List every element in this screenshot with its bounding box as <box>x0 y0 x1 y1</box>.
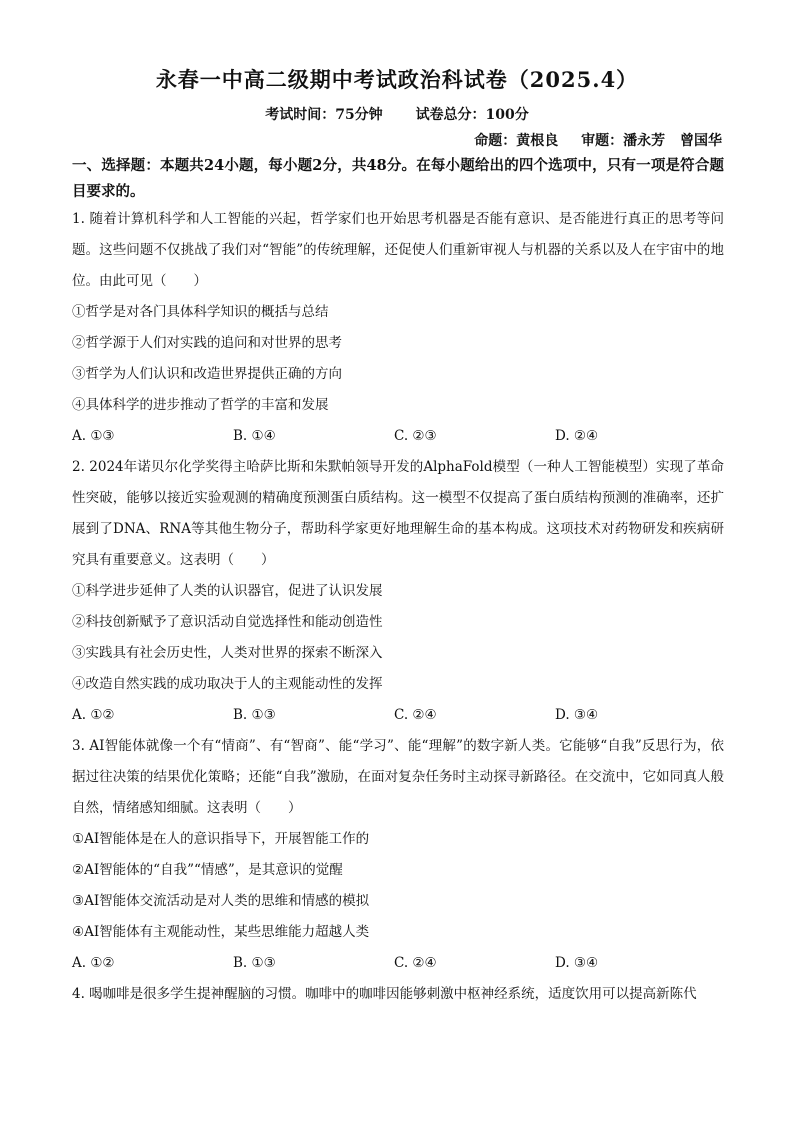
statement-option: ③实践具有社会历史性，人类对世界的探索不断深入 <box>72 645 383 661</box>
statement-option: ①哲学是对各门具体科学知识的概括与总结 <box>72 304 329 320</box>
choice-b: B. ①③ <box>233 955 276 971</box>
statement-option: ④具体科学的进步推动了哲学的丰富和发展 <box>72 397 329 413</box>
choice-c: C. ②④ <box>394 955 437 971</box>
exam-time: 考试时间：75分钟 <box>265 107 383 123</box>
choice-b: B. ①④ <box>233 428 276 444</box>
reviewer: 审题：潘永芳 <box>581 133 666 149</box>
choice-a: A. ①③ <box>72 428 115 444</box>
exam-meta <box>0 104 794 124</box>
answer-choices <box>72 700 724 731</box>
choice-d: D. ③④ <box>555 955 599 971</box>
statement-option: ④AI智能体有主观能动性，某些思维能力超越人类 <box>72 924 370 940</box>
exam-authors <box>456 130 722 150</box>
choice-b: B. ①③ <box>233 707 276 723</box>
statement-option: ②AI智能体的“自我”“情感”，是其意识的觉醒 <box>72 862 343 878</box>
question-stem: 2. 2024年诺贝尔化学奖得主哈萨比斯和朱默帕领导开发的AlphaFold模型（一种人工智能模型）实现了革命性突破，能够以接近实验观测的精确度预测蛋白质结构。这一模型不仅提高了蛋白质结构预测的准确率，还扩展到了DNA、RNA等其他生物分子，帮助科学家更好地理解生命的基本构成。这项技术对药物研发和疾病研究具有重要意义。这表明（ ） <box>72 459 724 568</box>
statement-option: ①科学进步延伸了人类的认识器官，促进了认识发展 <box>72 583 383 599</box>
statement-option: ①AI智能体是在人的意识指导下，开展智能工作的 <box>72 831 370 847</box>
question-list <box>72 204 724 1010</box>
page-title: 永春一中高二级期中考试政治科试卷（2025.4） <box>155 67 639 92</box>
choice-c: C. ②④ <box>394 707 437 723</box>
choice-d: D. ②④ <box>555 428 599 444</box>
question-3 <box>72 731 724 979</box>
total-score: 试卷总分：100分 <box>415 107 529 123</box>
statement-option: ③AI智能体交流活动是对人类的思维和情感的模拟 <box>72 893 370 909</box>
author: 命题：黄根良 <box>474 133 559 149</box>
choice-a: A. ①② <box>72 707 115 723</box>
question-stem: 3. AI智能体就像一个有“情商”、有“智商”、能“学习”、能“理解”的数字新人类。它能够“自我”反思行为，依据过往决策的结果优化策略；还能“自我”激励，在面对复杂任务时主动探寻新路径。在交流中，它如同真人般自然，情绪感知细腻。这表明（ ） <box>72 738 724 816</box>
answer-choices <box>72 948 724 979</box>
section-heading: 一、选择题：本题共24小题，每小题2分，共48分。在每小题给出的四个选项中，只有一项是符合题目要求的。 <box>72 157 724 200</box>
statement-option: ③哲学为人们认识和改造世界提供正确的方向 <box>72 366 342 382</box>
answer-choices <box>72 421 724 452</box>
statement-option: ②哲学源于人们对实践的追问和对世界的思考 <box>72 335 342 351</box>
statement-option: ④改造自然实践的成功取决于人的主观能动性的发挥 <box>72 676 383 692</box>
choice-d: D. ③④ <box>555 707 599 723</box>
question-stem: 4. 喝咖啡是很多学生提神醒脑的习惯。咖啡中的咖啡因能够刺激中枢神经系统，适度饮用可以提高新陈代 <box>72 986 697 1002</box>
choice-a: A. ①② <box>72 955 115 971</box>
question-stem: 1. 随着计算机科学和人工智能的兴起，哲学家们也开始思考机器是否能有意识、是否能进行真正的思考等问题。这些问题不仅挑战了我们对“智能”的传统理解，还促使人们重新审视人与机器的关系以及人在宇宙中的地位。由此可见（ ） <box>72 211 724 289</box>
reviewer-second: 曾国华 <box>680 133 722 149</box>
question-1 <box>72 204 724 452</box>
choice-c: C. ②③ <box>394 428 437 444</box>
statement-option: ②科技创新赋予了意识活动自觉选择性和能动创造性 <box>72 614 383 630</box>
question-2 <box>72 452 724 731</box>
question-4 <box>72 979 724 1010</box>
